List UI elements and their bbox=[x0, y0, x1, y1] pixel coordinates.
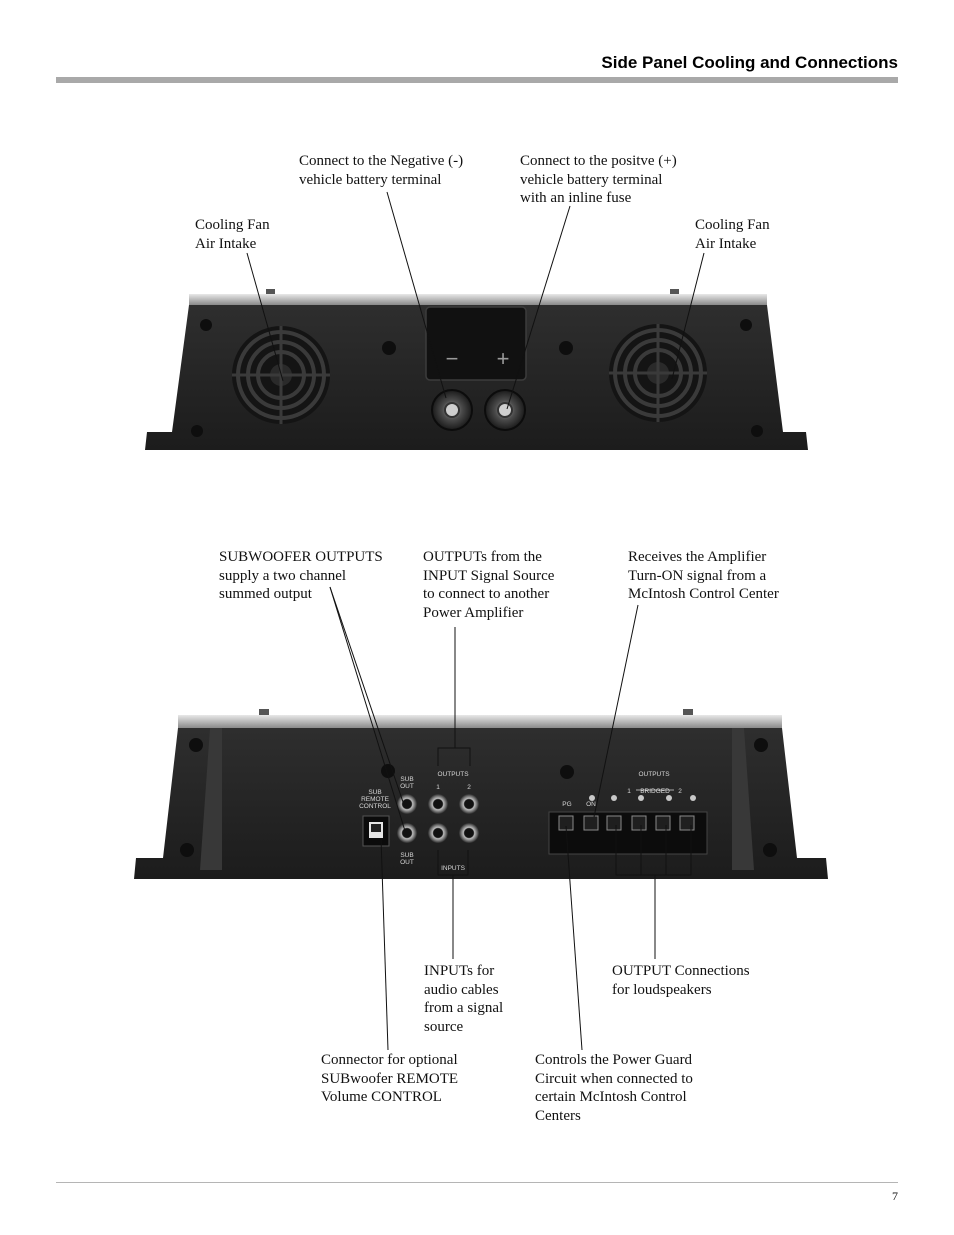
terminal-screw bbox=[632, 816, 646, 830]
output-rca-jack bbox=[459, 794, 479, 814]
panel-text: SUB bbox=[400, 776, 414, 783]
label-inputs: INPUTs for audio cables from a signal source bbox=[424, 963, 504, 1035]
panel-text: CONTROL bbox=[359, 803, 391, 810]
top-edge bbox=[189, 294, 767, 305]
panel-text: 2 bbox=[678, 788, 682, 795]
chassis-body bbox=[134, 728, 828, 879]
panel-text: 1 bbox=[436, 784, 440, 791]
input-rca-jack bbox=[459, 823, 479, 843]
screw-hole bbox=[382, 341, 396, 355]
page-number: 7 bbox=[892, 1189, 898, 1203]
panel-text: OUTPUTS bbox=[437, 771, 469, 778]
label-outputs-from-input: OUTPUTs from the INPUT Signal Source to connect to another Power Amplifier bbox=[423, 549, 555, 621]
output-rca-jack bbox=[428, 794, 448, 814]
label-positive-terminal: Connect to the positve (+) vehicle battery terminal with an inline fuse bbox=[520, 153, 677, 207]
screw-hole bbox=[200, 319, 212, 331]
screw-hole bbox=[559, 341, 573, 355]
screw-hole bbox=[560, 765, 574, 779]
screw-hole bbox=[751, 425, 763, 437]
panel-text: INPUTS bbox=[441, 865, 465, 872]
panel-text: SUB bbox=[400, 852, 414, 859]
fan-right-icon bbox=[609, 324, 707, 422]
sub-out-jack bbox=[397, 823, 417, 843]
label-remote-connector: Connector for optional SUBwoofer REMOTE Volume CONTROL bbox=[321, 1052, 459, 1106]
screw-hole bbox=[740, 319, 752, 331]
terminal-recess bbox=[426, 307, 526, 380]
screw-hole bbox=[180, 843, 194, 857]
bottom-side-panel bbox=[134, 709, 828, 879]
sub-out-jack bbox=[397, 794, 417, 814]
panel-text: 1 bbox=[627, 788, 631, 795]
terminal-screw bbox=[607, 816, 621, 830]
panel-text: 2 bbox=[467, 784, 471, 791]
screw-hole bbox=[191, 425, 203, 437]
terminal-screw bbox=[584, 816, 598, 830]
panel-text: OUT bbox=[400, 783, 414, 790]
label-turn-on: Receives the Amplifier Turn-ON signal from a McIntosh Control Center bbox=[628, 549, 779, 603]
top-side-panel bbox=[145, 289, 808, 450]
screw-hole bbox=[189, 738, 203, 752]
label-output-connections: OUTPUT Connections for loudspeakers bbox=[612, 963, 750, 998]
plus-symbol: + bbox=[496, 346, 510, 371]
label-power-guard: Controls the Power Guard Circuit when connected to certain McIntosh Control Centers bbox=[535, 1052, 693, 1124]
panel-text: OUTPUTS bbox=[638, 771, 670, 778]
panel-text: BRIDGED bbox=[640, 788, 670, 795]
mount-boss bbox=[259, 709, 269, 716]
screw-hole bbox=[754, 738, 768, 752]
mount-boss bbox=[683, 709, 693, 716]
terminal-screw bbox=[656, 816, 670, 830]
screw-hole bbox=[763, 843, 777, 857]
top-edge bbox=[178, 715, 782, 728]
footer-rule bbox=[56, 1182, 898, 1183]
minus-symbol: − bbox=[445, 346, 459, 371]
panel-text: PG bbox=[562, 801, 572, 808]
panel-text: ON bbox=[586, 801, 596, 808]
input-rca-jack bbox=[428, 823, 448, 843]
panel-text: OUT bbox=[400, 859, 414, 866]
terminal-screw bbox=[680, 816, 694, 830]
label-subwoofer-outputs: SUBWOOFER OUTPUTS supply a two channel summed output bbox=[219, 549, 383, 603]
panel-text: REMOTE bbox=[361, 796, 389, 803]
label-negative-terminal: Connect to the Negative (-) vehicle battery terminal bbox=[299, 153, 464, 188]
label-fan-right: Cooling Fan Air Intake bbox=[695, 217, 770, 252]
label-fan-left: Cooling Fan Air Intake bbox=[195, 217, 270, 252]
page-title: Side Panel Cooling and Connections bbox=[601, 53, 898, 72]
panel-text: SUB bbox=[368, 789, 382, 796]
